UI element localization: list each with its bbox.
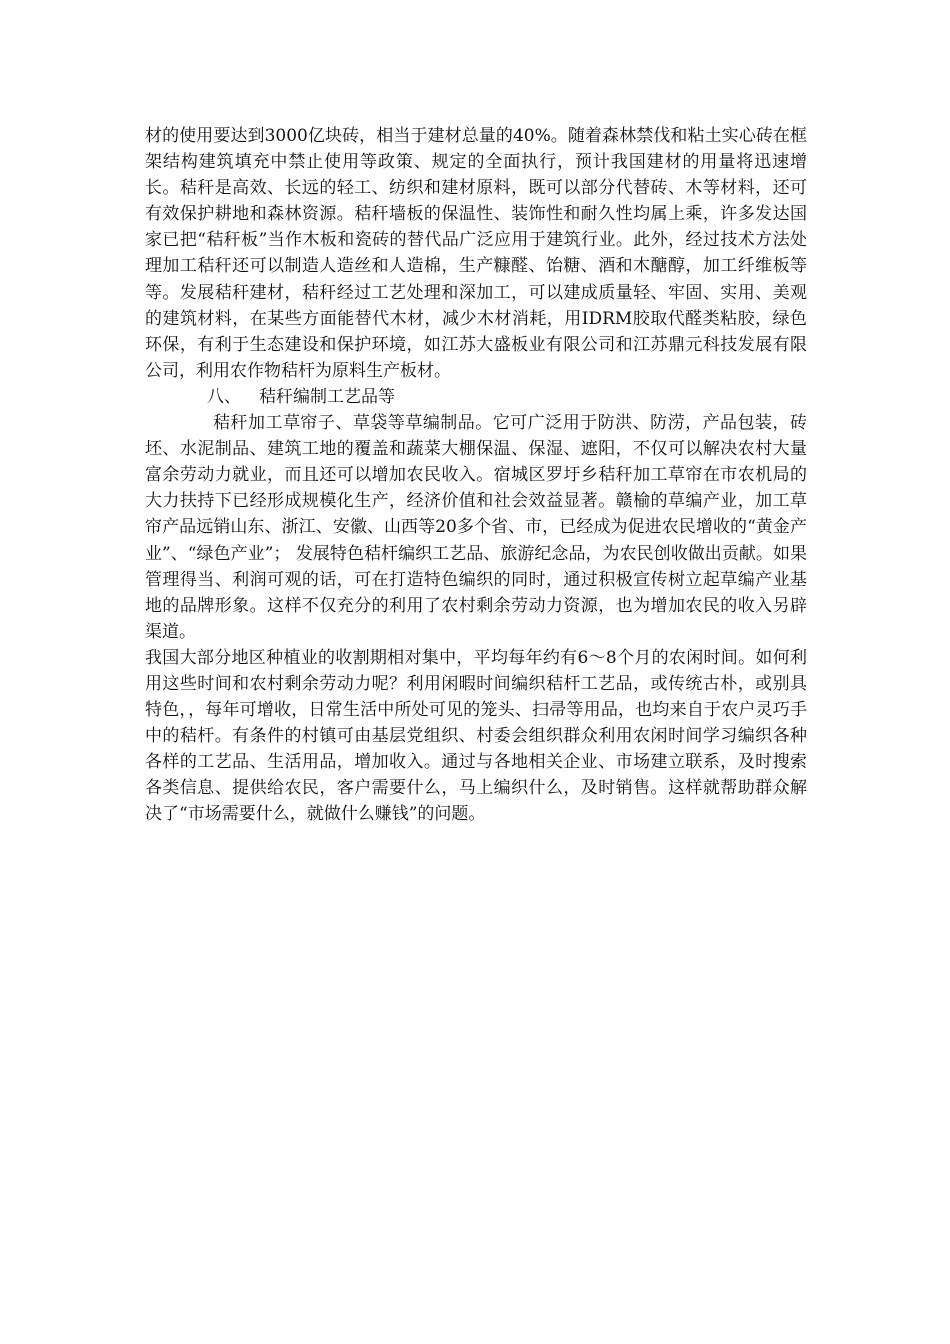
section-heading-title: 秸秆编制工艺品等 (259, 386, 395, 407)
section-heading-number: 八、 (207, 386, 241, 407)
paragraph-building-materials: 材的使用要达到3000亿块砖，相当于建材总量的40%。随着森林禁伐和粘土实心砖在框架结构建筑填充中禁止使用等政策、规定的全面执行，预计我国建材的用量将迅速增长。秸秆是高效、长远的轻工、纺织和建材原料，既可以部分代替砖、木等材料，还可有效保护耕地和森林资源。秸秆墙板的保温性、装饰性和耐久性均属上乘，许多发达国家已把“秸秆板”当作木板和瓷砖的替代品广泛应用于建筑行业。此外，经过技术方法处理加工秸秆还可以制造人造丝和人造棉，生产糠醛、饴糖、酒和木醣醇，加工纤维板等等。发展秸秆建材，秸秆经过工艺处理和深加工，可以建成质量轻、牢固、实用、美观的建筑材料，在某些方面能替代木材，减少木材消耗，用IDRM胶取代醛类粘胶，绿色环保，有利于生态建设和保护环境，如江苏大盛板业有限公司和江苏鼎元科技发展有限公司，利用农作物秸杆为原料生产板材。 (145, 126, 807, 381)
paragraph-straw-weaving: 秸秆加工草帘子、草袋等草编制品。它可广泛用于防洪、防涝，产品包装，砖坯、水泥制品、建筑工地的覆盖和蔬菜大棚保温、保湿、遮阳，不仅可以解决农村大量富余劳动力就业，而且还可以增加农民收入。宿城区罗圩乡秸秆加工草帘在市农机局的大力扶持下已经形成规模化生产，经济价值和社会效益显著。赣榆的草编产业，加工草帘产品远销山东、浙江、安徽、山西等20多个省、市，已经成为促进农民增收的“黄金产业”、“绿色产业”； 发展特色秸杆编织工艺品、旅游纪念品，为农民创收做出贡献。如果管理得当、利润可观的话，可在打造特色编织的同时，通过积极宣传树立起草编产业基地的品牌形象。这样不仅充分的利用了农村剩余劳动力资源，也为增加农民的收入另辟渠道。 (145, 413, 807, 642)
paragraph-slack-season: 我国大部分地区种植业的收割期相对集中，平均每年约有6～8个月的农闲时间。如何利用这些时间和农村剩余劳动力呢？利用闲暇时间编织秸杆工艺品，或传统古朴，或别具特色，，每年可增收，日常生活中所处可见的笼头、扫帚等用品，也均来自于农户灵巧手中的秸杆。有条件的村镇可由基层党组织、村委会组织群众利用农闲时间学习编织各种各样的工艺品、生活用品，增加收入。通过与各地相关企业、市场建立联系，及时搜索各类信息、提供给农民，客户需要什么，马上编织什么，及时销售。这样就帮助群众解决了“市场需要什么，就做什么赚钱”的问题。 (145, 647, 807, 825)
section-heading (145, 384, 807, 410)
document-body (145, 123, 807, 828)
